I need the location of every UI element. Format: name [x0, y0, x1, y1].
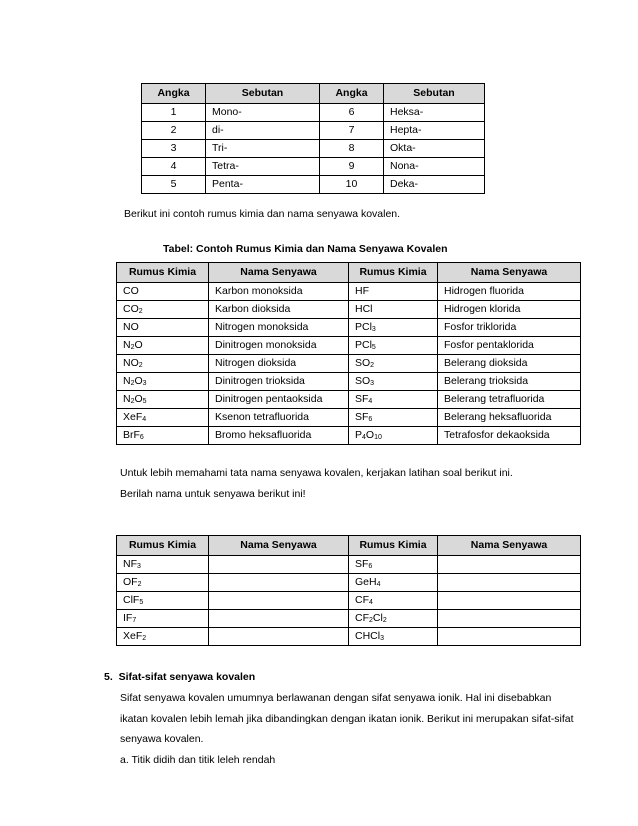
- formula-subscript: 5: [139, 599, 144, 606]
- answer-cell: [438, 592, 581, 610]
- formula-subscript: 4: [362, 434, 366, 441]
- formula-text: PCl: [355, 321, 372, 333]
- formula-text: CF: [355, 612, 369, 624]
- table-row: [117, 355, 581, 373]
- formula-cell: [349, 319, 438, 337]
- list-item: a. Titik didih dan titik leleh rendah: [120, 753, 276, 766]
- table-row: [117, 409, 581, 427]
- example-table-body: [117, 283, 581, 445]
- table-cell: 6: [320, 104, 384, 122]
- compound-name-cell: Tetrafosfor dekaoksida: [438, 427, 581, 445]
- formula-subscript: 5: [371, 344, 376, 351]
- table-row: [117, 301, 581, 319]
- formula-text: Cl: [372, 612, 383, 624]
- compound-name-cell: Dinitrogen trioksida: [209, 373, 349, 391]
- formula-subscript: 2: [370, 362, 375, 369]
- section-paragraph: [120, 688, 574, 770]
- answer-cell: [438, 556, 581, 574]
- compound-name-cell: Belerang tetrafluorida: [438, 391, 581, 409]
- table-row: [117, 574, 581, 592]
- formula-text: GeH: [355, 576, 377, 588]
- formula-text: PCl: [355, 339, 372, 351]
- formula-text: CF: [355, 594, 369, 606]
- example-table-header: [117, 263, 581, 283]
- formula-cell: [349, 556, 438, 574]
- formula-subscript: 4: [142, 416, 147, 423]
- formula-text: O: [134, 339, 143, 351]
- header-cell: Nama Senyawa: [438, 536, 581, 556]
- formula-cell: [117, 427, 209, 445]
- formula-subscript: 3: [137, 563, 141, 570]
- compound-name-cell: Nitrogen monoksida: [209, 319, 349, 337]
- formula-text: IF: [123, 612, 133, 624]
- formula-text: O: [134, 375, 143, 387]
- table-row: [117, 283, 581, 301]
- compound-name-cell: Fosfor triklorida: [438, 319, 581, 337]
- formula-text: P: [355, 429, 363, 441]
- answer-cell: [438, 574, 581, 592]
- table-row: [117, 610, 581, 628]
- answer-cell: [209, 628, 349, 646]
- formula-cell: [117, 337, 209, 355]
- formula-cell: [349, 628, 438, 646]
- formula-subscript: 4: [376, 581, 381, 588]
- header-cell: Angka: [320, 84, 384, 104]
- compound-name-cell: Ksenon tetrafluorida: [209, 409, 349, 427]
- table-cell: Tri-: [206, 140, 320, 158]
- compound-name-cell: Belerang dioksida: [438, 355, 581, 373]
- formula-cell: [117, 355, 209, 373]
- prefix-table: [141, 83, 485, 194]
- exercise-instruction: Untuk lebih memahami tata nama senyawa kovalen, kerjakan latihan soal berikut ini.: [120, 467, 513, 479]
- table-cell: Heksa-: [384, 104, 485, 122]
- compound-name-cell: Dinitrogen pentaoksida: [209, 391, 349, 409]
- answer-cell: [438, 628, 581, 646]
- example-table-caption: Tabel: Contoh Rumus Kimia dan Nama Senyawa Kovalen: [163, 243, 448, 255]
- exercise-prompt: Berilah nama untuk senyawa berikut ini!: [120, 488, 306, 500]
- formula-text: HF: [355, 285, 369, 297]
- compound-name-cell: Hidrogen fluorida: [438, 283, 581, 301]
- formula-text: SF: [355, 393, 369, 405]
- table-cell: Penta-: [206, 176, 320, 194]
- header-cell: Sebutan: [384, 84, 485, 104]
- formula-text: N: [123, 375, 131, 387]
- formula-subscript: 6: [368, 563, 373, 570]
- table-cell: 2: [142, 122, 206, 140]
- formula-text: N: [123, 393, 131, 405]
- formula-text: CHCl: [355, 630, 381, 642]
- header-cell: Angka: [142, 84, 206, 104]
- formula-subscript: 2: [142, 635, 147, 642]
- formula-cell: [349, 574, 438, 592]
- table-cell: 7: [320, 122, 384, 140]
- formula-cell: [117, 409, 209, 427]
- table-cell: Mono-: [206, 104, 320, 122]
- table-cell: Nona-: [384, 158, 485, 176]
- formula-subscript: 3: [380, 635, 384, 642]
- exercise-table: [116, 535, 581, 646]
- formula-text: O: [134, 393, 143, 405]
- formula-text: NF: [123, 558, 137, 570]
- table-row: [117, 319, 581, 337]
- formula-cell: [349, 283, 438, 301]
- formula-cell: [117, 574, 209, 592]
- formula-subscript: 2: [382, 617, 387, 624]
- formula-cell: [349, 592, 438, 610]
- compound-name-cell: Nitrogen dioksida: [209, 355, 349, 373]
- formula-text: XeF: [123, 411, 143, 423]
- compound-name-cell: Hidrogen klorida: [438, 301, 581, 319]
- formula-text: SF: [355, 558, 369, 570]
- formula-cell: [117, 301, 209, 319]
- formula-cell: [117, 391, 209, 409]
- compound-name-cell: Dinitrogen monoksida: [209, 337, 349, 355]
- formula-text: NO: [123, 357, 139, 369]
- formula-cell: [117, 592, 209, 610]
- formula-subscript: 2: [130, 344, 135, 351]
- compound-name-cell: Bromo heksafluorida: [209, 427, 349, 445]
- formula-text: N: [123, 339, 131, 351]
- intro-text: Berikut ini contoh rumus kimia dan nama senyawa kovalen.: [124, 208, 401, 220]
- formula-cell: [349, 355, 438, 373]
- compound-name-cell: Fosfor pentaklorida: [438, 337, 581, 355]
- formula-cell: [349, 610, 438, 628]
- table-cell: 9: [320, 158, 384, 176]
- formula-text: OF: [123, 576, 138, 588]
- formula-subscript: 4: [368, 398, 373, 405]
- example-table: [116, 262, 581, 445]
- formula-subscript: 2: [369, 617, 373, 624]
- section-title: Sifat-sifat senyawa kovalen: [118, 671, 256, 683]
- table-cell: Hepta-: [384, 122, 485, 140]
- header-cell: Rumus Kimia: [349, 536, 438, 556]
- header-cell: Sebutan: [206, 84, 320, 104]
- table-cell: Okta-: [384, 140, 485, 158]
- table-cell: 4: [142, 158, 206, 176]
- formula-text: HCl: [355, 303, 373, 315]
- formula-subscript: 6: [139, 434, 144, 441]
- formula-text: BrF: [123, 429, 140, 441]
- compound-name-cell: Belerang trioksida: [438, 373, 581, 391]
- formula-text: CO: [123, 285, 139, 297]
- formula-subscript: 4: [369, 599, 373, 606]
- formula-cell: [117, 628, 209, 646]
- formula-cell: [349, 427, 438, 445]
- formula-subscript: 6: [368, 416, 373, 423]
- table-row: [117, 556, 581, 574]
- section-number: 5.: [104, 671, 113, 683]
- answer-cell: [209, 556, 349, 574]
- formula-text: CO: [123, 303, 139, 315]
- formula-subscript: 3: [142, 380, 147, 387]
- header-cell: Rumus Kimia: [117, 263, 209, 283]
- formula-text: SF: [355, 411, 369, 423]
- table-row: [142, 176, 485, 194]
- formula-subscript: 3: [370, 380, 375, 387]
- table-row: [142, 158, 485, 176]
- formula-text: SO: [355, 357, 371, 369]
- formula-subscript: 10: [374, 434, 382, 441]
- formula-cell: [117, 319, 209, 337]
- paragraph-line: Sifat senyawa kovalen umumnya berlawanan dengan sifat senyawa ionik. Hal ini disebabkan: [120, 692, 552, 704]
- table-row: [117, 337, 581, 355]
- section-heading: [104, 671, 255, 683]
- formula-cell: [117, 283, 209, 301]
- formula-text: O: [365, 429, 375, 441]
- formula-cell: [117, 556, 209, 574]
- answer-cell: [209, 592, 349, 610]
- table-cell: Deka-: [384, 176, 485, 194]
- formula-text: XeF: [123, 630, 143, 642]
- formula-cell: [349, 409, 438, 427]
- table-row: [117, 628, 581, 646]
- table-row: [142, 122, 485, 140]
- table-cell: 10: [320, 176, 384, 194]
- table-row: [142, 104, 485, 122]
- formula-subscript: 2: [137, 581, 142, 588]
- prefix-table-header: [142, 84, 485, 104]
- exercise-table-header: [117, 536, 581, 556]
- answer-cell: [438, 610, 581, 628]
- header-cell: Nama Senyawa: [209, 536, 349, 556]
- header-cell: Nama Senyawa: [209, 263, 349, 283]
- formula-cell: [117, 373, 209, 391]
- table-cell: 3: [142, 140, 206, 158]
- formula-subscript: 2: [130, 380, 135, 387]
- table-row: [117, 427, 581, 445]
- formula-text: SO: [355, 375, 371, 387]
- formula-cell: [349, 391, 438, 409]
- formula-subscript: 2: [138, 362, 143, 369]
- formula-subscript: 7: [132, 617, 137, 624]
- formula-subscript: 3: [371, 326, 376, 333]
- header-cell: Nama Senyawa: [438, 263, 581, 283]
- header-cell: Rumus Kimia: [117, 536, 209, 556]
- answer-cell: [209, 574, 349, 592]
- formula-cell: [349, 301, 438, 319]
- header-cell: Rumus Kimia: [349, 263, 438, 283]
- exercise-table-body: [117, 556, 581, 646]
- formula-subscript: 2: [138, 308, 143, 315]
- compound-name-cell: Karbon monoksida: [209, 283, 349, 301]
- formula-subscript: 5: [142, 398, 147, 405]
- table-cell: 8: [320, 140, 384, 158]
- formula-subscript: 2: [130, 398, 135, 405]
- table-row: [117, 391, 581, 409]
- formula-cell: [349, 337, 438, 355]
- answer-cell: [209, 610, 349, 628]
- table-cell: di-: [206, 122, 320, 140]
- paragraph-line: ikatan kovalen lebih lemah jika dibandingkan dengan ikatan ionik. Berikut ini merupakan sifat-sifat: [120, 712, 574, 725]
- compound-name-cell: Karbon dioksida: [209, 301, 349, 319]
- table-cell: 1: [142, 104, 206, 122]
- table-row: [117, 373, 581, 391]
- compound-name-cell: Belerang heksafluorida: [438, 409, 581, 427]
- formula-text: NO: [123, 321, 139, 333]
- table-row: [117, 592, 581, 610]
- formula-text: ClF: [123, 594, 140, 606]
- paragraph-line: senyawa kovalen.: [120, 733, 204, 745]
- table-cell: 5: [142, 176, 206, 194]
- formula-cell: [117, 610, 209, 628]
- table-row: [142, 140, 485, 158]
- table-cell: Tetra-: [206, 158, 320, 176]
- formula-cell: [349, 373, 438, 391]
